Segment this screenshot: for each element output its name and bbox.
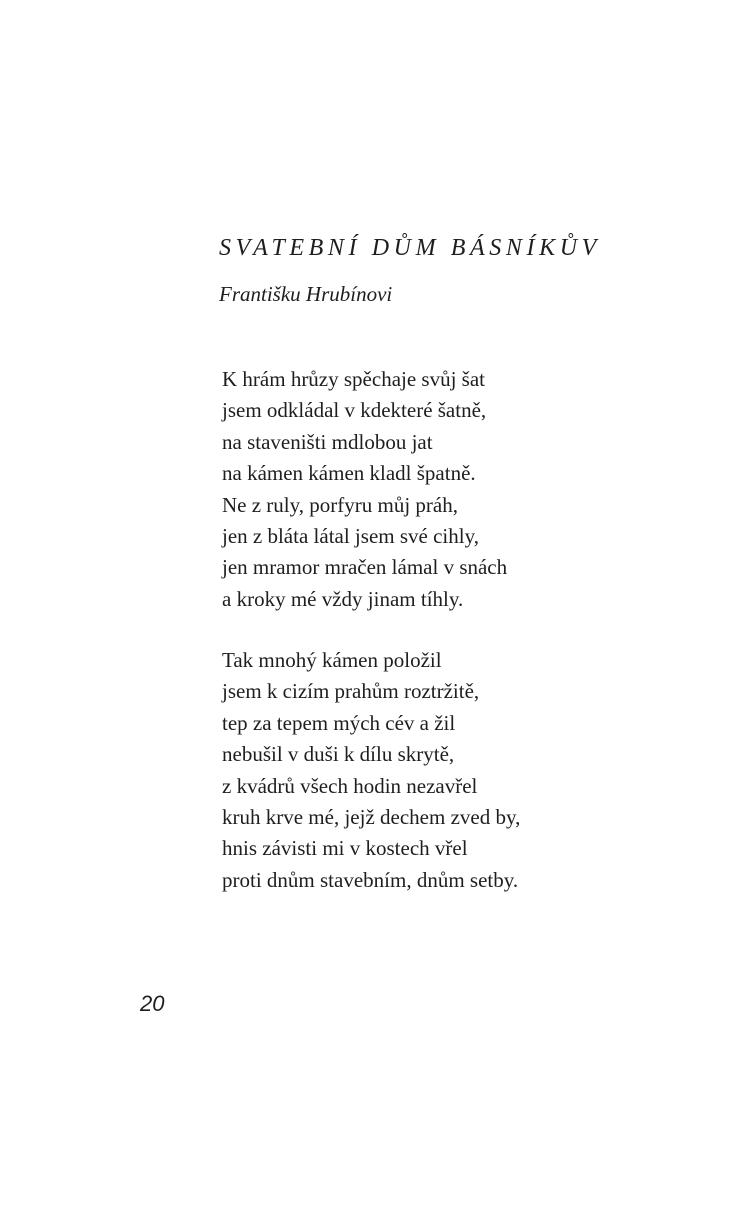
verse-line: proti dnům stavebním, dnům setby. [222, 867, 519, 892]
verse-line: a kroky mé vždy jinam tíhly. [222, 586, 464, 611]
verse-line: hnis závisti mi v kostech vřel [222, 836, 468, 861]
poem-title: SVATEBNÍ DŮM BÁSNÍKŮV [219, 235, 601, 261]
verse-line: jen mramor mračen lámal v snách [222, 555, 508, 580]
stanza-2 [222, 645, 520, 896]
poem-dedication: Františku Hrubínovi [219, 282, 393, 306]
verse-line: na kámen kámen kladl špatně. [222, 461, 476, 486]
verse-line: nebušil v duši k dílu skrytě, [222, 742, 455, 767]
verse-line: jsem odkládal v kdekteré šatně, [222, 398, 487, 423]
verse-line: K hrám hrůzy spěchaje svůj šat [222, 367, 486, 391]
verse-line: Tak mnohý kámen položil [222, 648, 442, 672]
verse-line: tep za tepem mých cév a žil [222, 710, 456, 735]
verse-line: Ne z ruly, porfyru můj práh, [222, 492, 458, 517]
verse-line: jen z bláta látal jsem své cihly, [222, 523, 479, 548]
verse-line: na staveništi mdlobou jat [222, 429, 433, 454]
verse-line: z kvádrů všech hodin nezavřel [222, 773, 478, 798]
verse-line: jsem k cizím prahům roztržitě, [222, 679, 480, 704]
verse-line: kruh krve mé, jejž dechem zved by, [222, 804, 521, 829]
stanza-1 [222, 364, 507, 615]
page-number: 20 [140, 991, 165, 1016]
